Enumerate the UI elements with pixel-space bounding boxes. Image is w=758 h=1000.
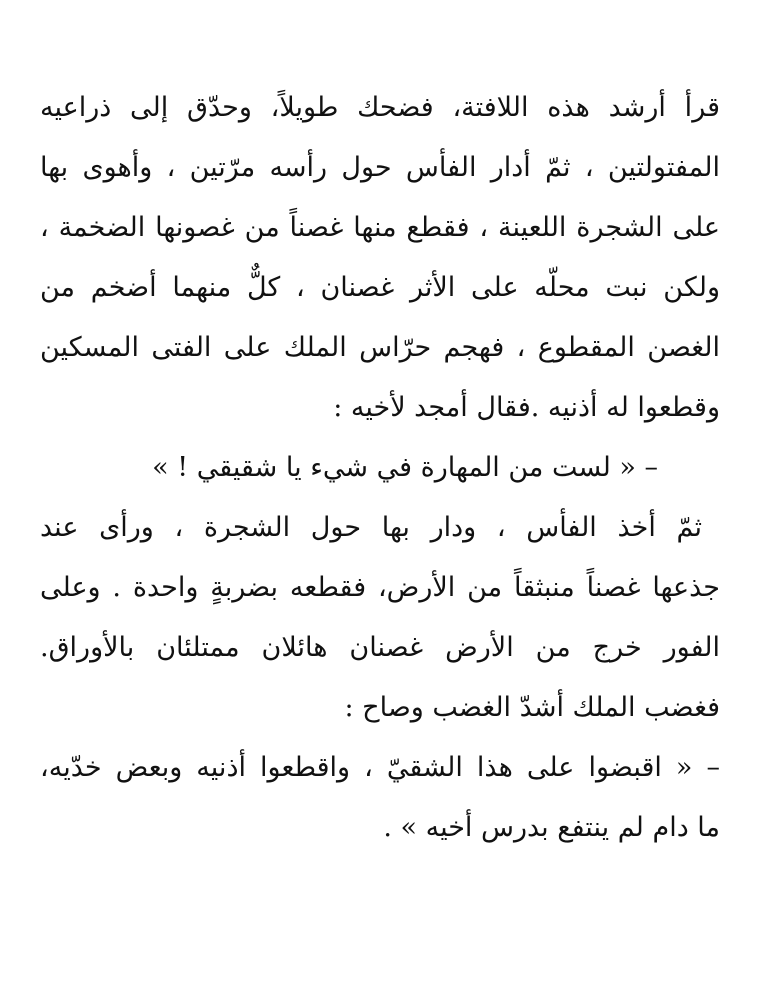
text-line: قرأ أرشد هذه اللافتة، فضحك طويلاً، وحدّق إلى ذراعيه [40, 92, 720, 123]
text-line: المفتولتين ، ثمّ أدار الفأس حول رأسه مرّتين ، وأهوى بها [40, 152, 720, 183]
text-line: ولكن نبت محلّه على الأثر غصنان ، كلٌّ منهما أضخم من [40, 272, 720, 303]
text-line: ما دام لم ينتفع بدرس أخيه » . [383, 812, 720, 843]
text-line: على الشجرة اللعينة ، فقطع منها غصناً من غصونها الضخمة ، [40, 212, 720, 243]
story-text [40, 78, 720, 858]
text-line: الغصن المقطوع ، فهجم حرّاس الملك على الفتى المسكين [40, 332, 720, 363]
text-line: جذعها غصناً منبثقاً من الأرض، فقطعه بضربةٍ واحدة . وعلى [40, 572, 720, 603]
text-line: الفور خرج من الأرض غصنان هائلان ممتلئان بالأوراق. [40, 632, 720, 663]
text-line: وقطعوا له أذنيه .فقال أمجد لأخيه : [333, 392, 720, 423]
text-line: فغضب الملك أشدّ الغضب وصاح : [344, 692, 720, 723]
dialogue-line: – « اقبضوا على هذا الشقيّ ، واقطعوا أذنيه وبعض خدّيه، [40, 752, 720, 783]
text-line: ثمّ أخذ الفأس ، ودار بها حول الشجرة ، ورأى عند [40, 512, 702, 543]
dialogue-line: – « لست من المهارة في شيء يا شقيقي ! » [152, 452, 658, 483]
